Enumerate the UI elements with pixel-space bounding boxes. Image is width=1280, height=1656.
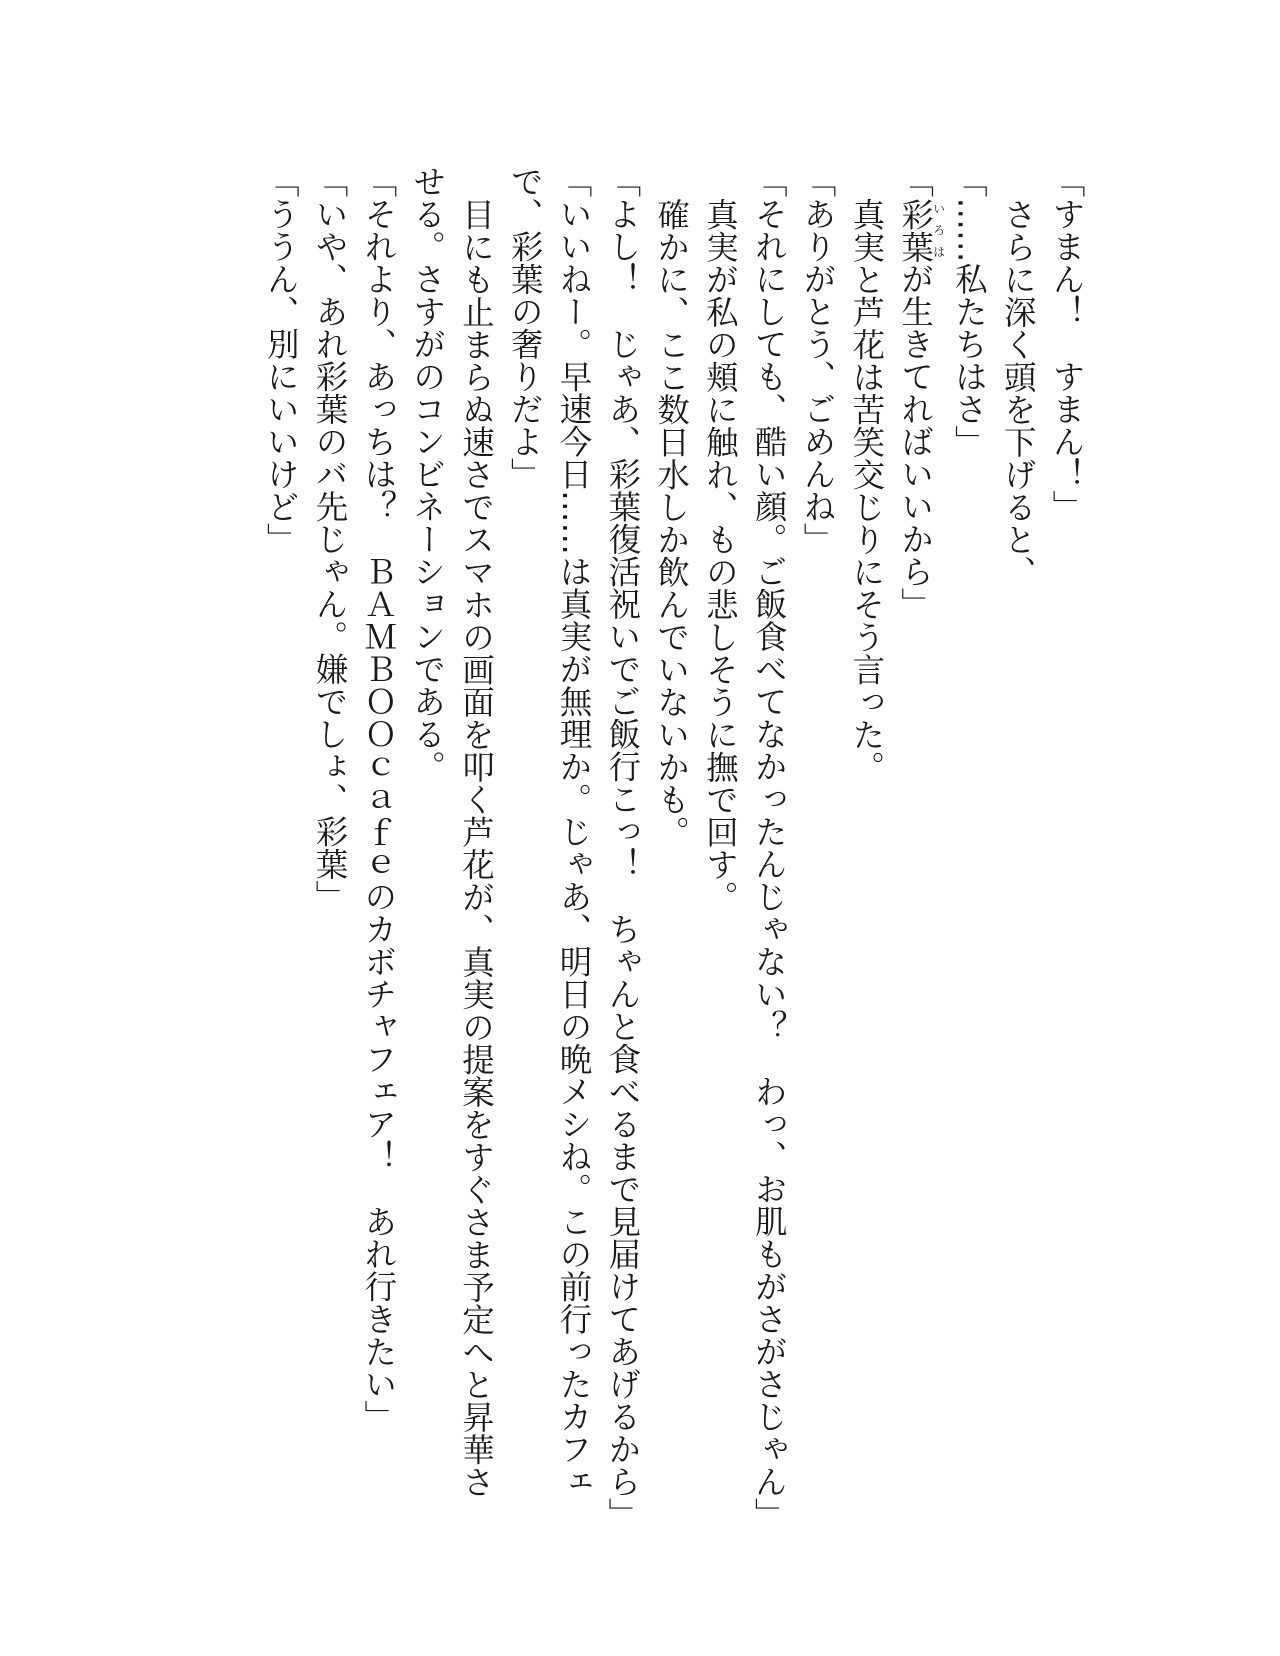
ruby-reading: いろは <box>931 197 946 263</box>
text-line-with-ruby <box>891 165 945 1525</box>
text-line: さらに深く頭を下げると、 <box>999 197 1038 588</box>
text-line: 「ありがとう、ごめんね」 <box>799 165 838 555</box>
line-prefix: 「 <box>896 165 935 198</box>
text-line: 真実が私の頬に触れ、もの悲しそうに撫で回す。 <box>701 197 740 913</box>
text-line: 「それにしても、酷い顔。ご飯食べてなかったんじゃない？ わっ、お肌もがさがさじゃん」 <box>750 165 789 1530</box>
text-line: 「いいねー。早速今日……は真実が無理か。じゃあ、明日の晩メシね。この前行ったカフェで、彩葉の奢りだよ」 <box>506 165 594 1498</box>
text-line: 「……私たちはさ」 <box>950 165 989 458</box>
text-line: 確かに、ここ数日水しか飲んでいないかも。 <box>652 197 691 848</box>
text-line: 目にも止まらぬ速さでスマホの画面を叩く芦花が、真実の提案をすぐさま予定へと昇華させる。さすがのコンビネーションである。 <box>408 165 496 1498</box>
text-line: 「すまん！ すまん！」 <box>1048 165 1086 523</box>
text-line: 「よし！ じゃあ、彩葉復活祝いでご飯行こっ！ ちゃんと食べるまで見届けてあげるから」 <box>603 165 642 1530</box>
text-line: 真実と芦花は苦笑交じりにそう言った。 <box>847 197 886 783</box>
ruby-word <box>896 197 946 263</box>
line-suffix: が生きてればいいから」 <box>896 262 935 620</box>
text-line: 「ううん、別にいいけど」 <box>262 165 301 555</box>
text-line: 「それより、あっちは？ ＢＡＭＢＯＯｃａｆｅのカボチャフェア！ あれ行きたい」 <box>359 165 398 1433</box>
vertical-text-block <box>256 165 1091 1530</box>
text-line: 「いや、あれ彩葉のバ先じゃん。嫌でしょ、彩葉」 <box>311 165 350 913</box>
ruby-base: 彩葉 <box>896 197 935 263</box>
